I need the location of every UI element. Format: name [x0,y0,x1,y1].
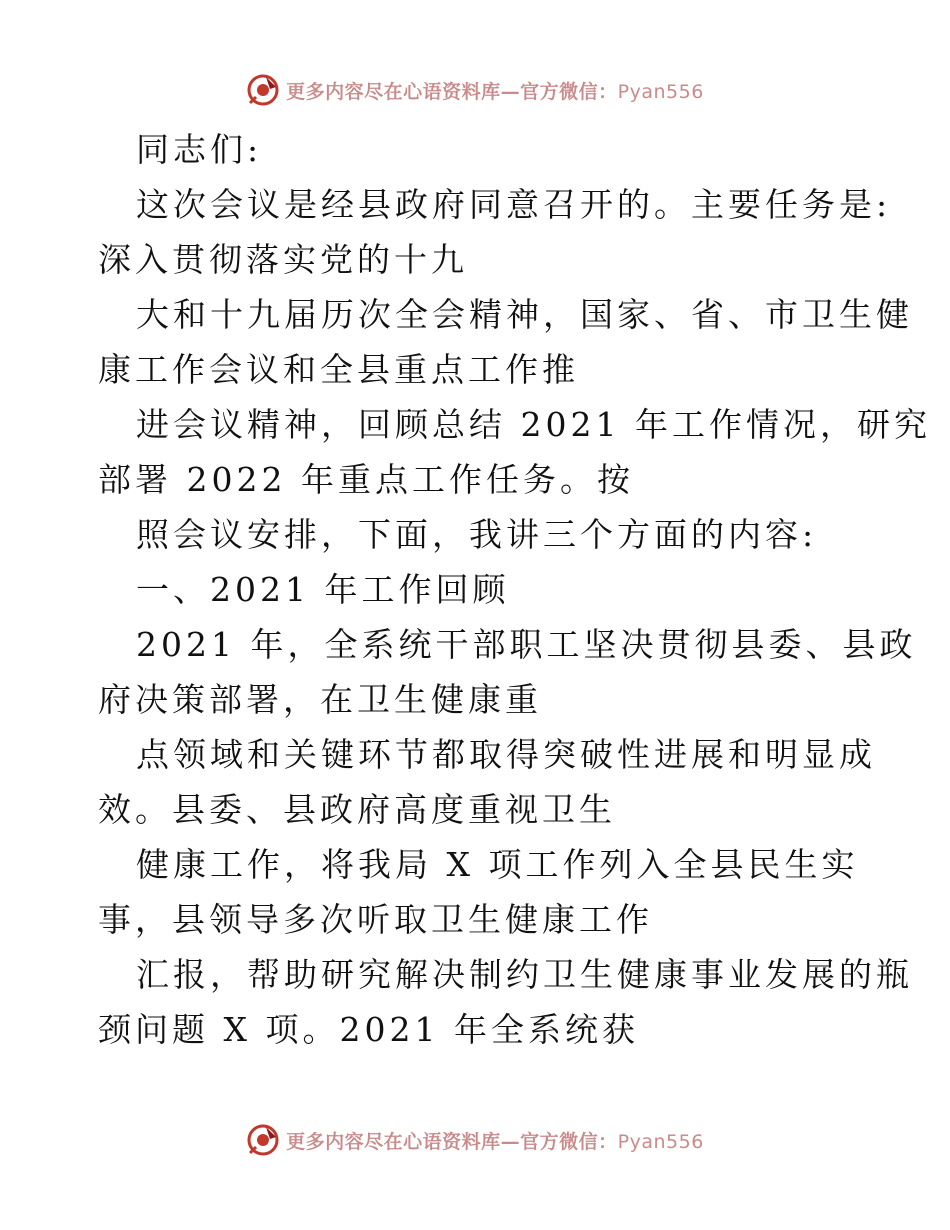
logo-icon [246,73,280,107]
text-line: 府决策部署，在卫生健康重 [98,680,542,719]
watermark-id: Pyan556 [617,1130,704,1153]
text-line: 照会议安排，下面，我讲三个方面的内容: [136,515,818,554]
text-line: 点领域和关键环节都取得突破性进展和明显成 [136,735,876,774]
text-line: 一、2021 年工作回顾 [136,570,510,609]
document-body [98,122,931,1057]
watermark-banner-top [0,70,950,110]
logo-icon [246,1123,280,1157]
watermark-banner-bottom [0,1120,950,1160]
text-line: 颈问题 X 项。2021 年全系统获 [98,1010,639,1049]
watermark-text: 更多内容尽在心语资料库—官方微信： [286,80,618,103]
text-line: 部署 2022 年重点工作任务。按 [98,460,634,499]
text-line: 康工作会议和全县重点工作推 [98,350,579,389]
text-line: 进会议精神，回顾总结 2021 年工作情况，研究 [136,405,931,444]
text-line: 2021 年，全系统干部职工坚决贯彻县委、县政 [136,625,917,664]
text-line: 深入贯彻落实党的十九 [98,240,468,279]
text-line: 效。县委、县政府高度重视卫生 [98,790,616,829]
watermark-id: Pyan556 [617,80,704,103]
text-line: 汇报，帮助研究解决制约卫生健康事业发展的瓶 [136,955,913,994]
text-line: 健康工作，将我局 X 项工作列入全县民生实 [136,845,859,884]
text-line: 这次会议是经县政府同意召开的。主要任务是: [136,185,892,224]
text-line: 事，县领导多次听取卫生健康工作 [98,900,653,939]
text-line: 同志们: [136,130,263,169]
watermark-text: 更多内容尽在心语资料库—官方微信： [286,1130,618,1153]
text-line: 大和十九届历次全会精神，国家、省、市卫生健 [136,295,913,334]
